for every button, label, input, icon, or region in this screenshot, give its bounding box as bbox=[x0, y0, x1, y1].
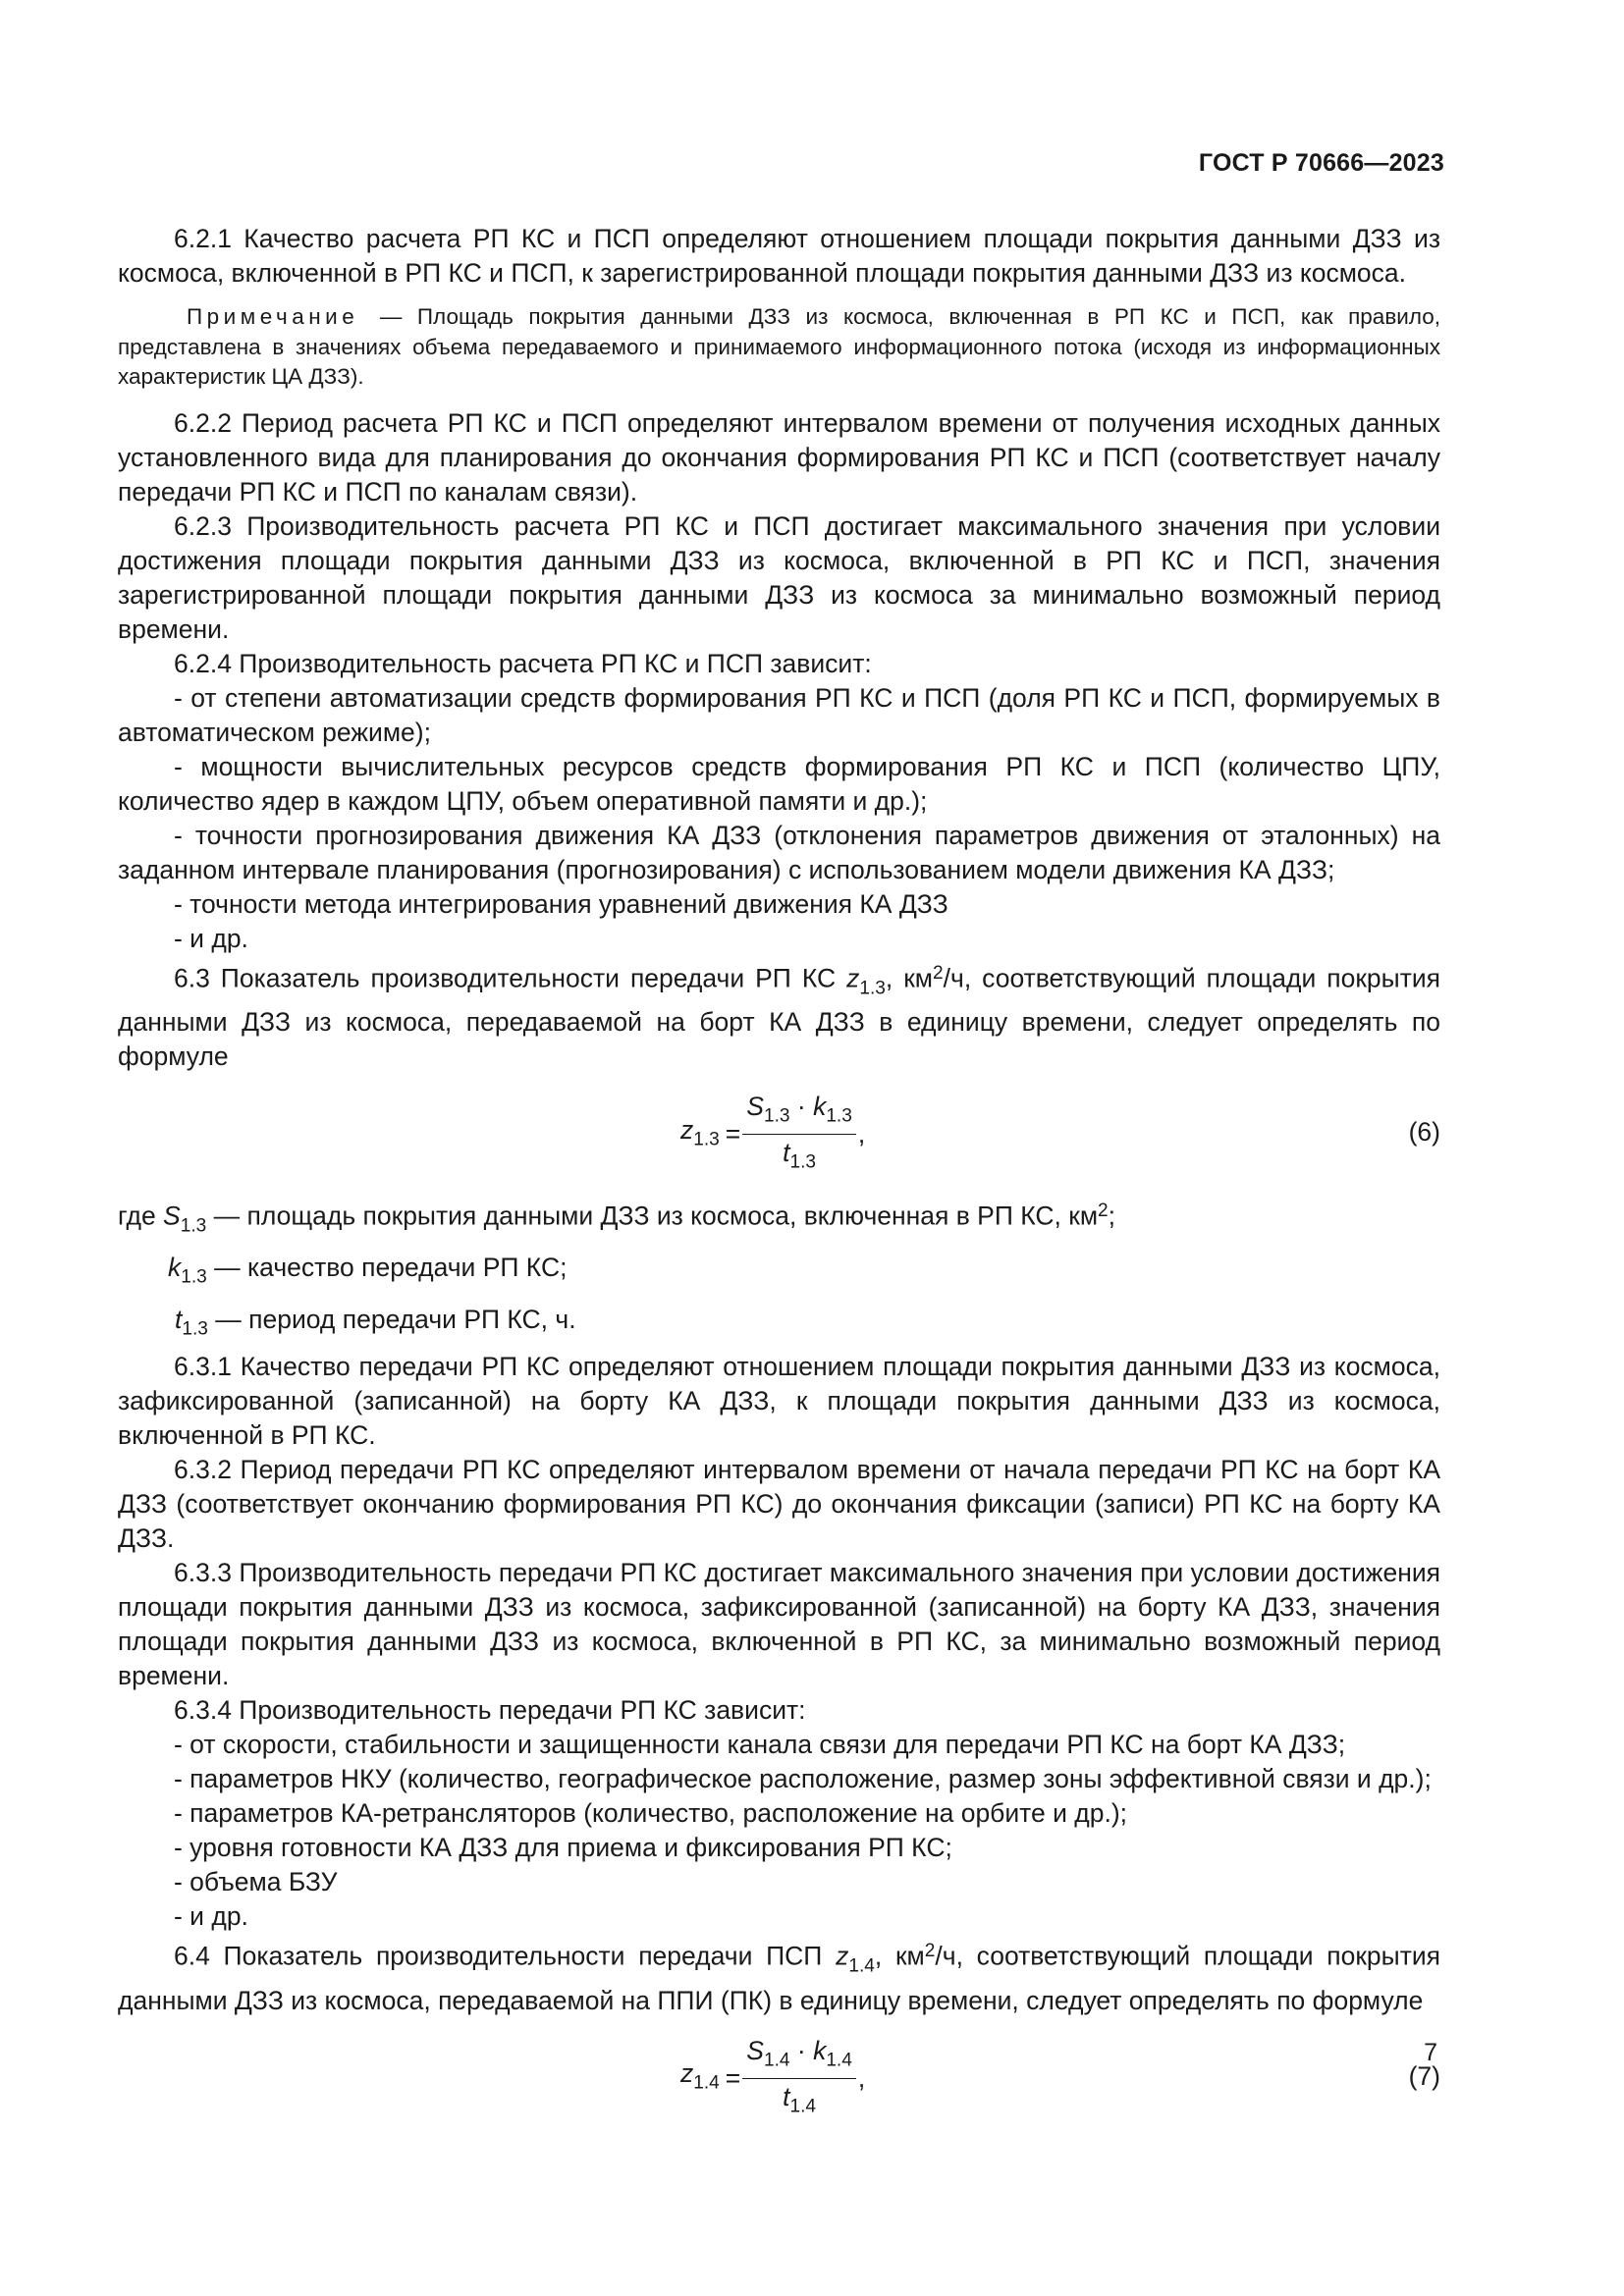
list-item: - мощности вычислительных ресурсов средств формирования РП КС и ПСП (количество ЦПУ, количество ядер в каждом ЦПУ, объем оперативной памяти и др.); bbox=[118, 751, 1440, 816]
fraction-numerator: $S_{1.4} \cdot k_{1.4}$ bbox=[742, 2035, 856, 2080]
paragraph-6-2-4: 6.2.4 Производительность расчета РП КС и ПСП зависит: bbox=[174, 648, 872, 678]
fraction bbox=[742, 2035, 856, 2123]
paragraph-6-3-4: 6.3.4 Производительность передачи РП КС зависит: bbox=[174, 1695, 806, 1726]
paragraph-6-3: 6.3 Показатель производительности передачи РП КС $z_{1.3}$, $км^2/ч$, соответствующий площади покрытия данными ДЗЗ из космоса, передаваемой на борт КА ДЗЗ в единицу времени, следует определять по формуле bbox=[118, 962, 1440, 1071]
formula-lhs: $z_{1.3}$ bbox=[680, 1114, 720, 1150]
paragraph-6-3-1: 6.3.1 Качество передачи РП КС определяют отношением площади покрытия данными ДЗЗ из космоса, зафиксированной (записанной) на борту КА ДЗЗ, к площади покрытия данными ДЗЗ из космоса, включенной в РП КС. bbox=[118, 1352, 1440, 1451]
list-item: - параметров НКУ (количество, географическое расположение, размер зоны эффективной связи и др.); bbox=[174, 1764, 1432, 1794]
fraction-numerator: $S_{1.3} \cdot k_{1.3}$ bbox=[742, 1091, 856, 1136]
fraction-denominator: $t_{1.3}$ bbox=[783, 1138, 816, 1174]
paragraph-6-4: 6.4 Показатель производительности передачи ПСП $z_{1.4}$, $км^2/ч$, соответствующий площади покрытия данными ДЗЗ из космоса, передаваемой на ППИ (ПК) в единицу времени, следует определять по формуле bbox=[118, 1941, 1440, 2015]
equals-sign: = bbox=[725, 1119, 741, 1149]
page-number: 7 bbox=[1424, 2039, 1437, 2066]
definition-k: $k_{1.3}$ — качество передачи РП КС; bbox=[168, 1253, 568, 1288]
paragraph-6-3-3: 6.3.3 Производительность передачи РП КС достигает максимального значения при условии достижения площади покрытия данными ДЗЗ из космоса, зафиксированной (записанной) на борту КА ДЗЗ, значения площади покрытия данными ДЗЗ из космоса, включенной в РП КС, за минимально возможный период времени. bbox=[118, 1558, 1440, 1691]
list-item: - объема БЗУ bbox=[174, 1867, 338, 1897]
note-text: — Площадь покрытия данными ДЗЗ из космоса, включенная в РП КС и ПСП, как правило, представлена в значениях объема передаваемого и принимаемого информационного потока (исходя из информационных характеристик ЦА ДЗЗ). bbox=[118, 304, 1440, 389]
definition-s: где $S_{1.3}$ — площадь покрытия данными ДЗЗ из космоса, включенная в РП КС, $км^2$; bbox=[118, 1200, 1116, 1236]
formula-6: $z_{1.3}$ = $\frac{S_{1.3} \cdot k_{1.3}}{t_{1.3}}$ , (6) bbox=[118, 1083, 1440, 1179]
formula-lhs: $z_{1.4}$ bbox=[680, 2058, 720, 2095]
paragraph-6-2-2: 6.2.2 Период расчета РП КС и ПСП определяют интервалом времени от получения исходных данных установленного вида для планирования до окончания формирования РП КС и ПСП (соответствует началу передачи РП КС и ПСП по каналам связи). bbox=[118, 407, 1440, 507]
list-item: - от скорости, стабильности и защищенности канала связи для передачи РП КС на борт КА ДЗЗ; bbox=[174, 1730, 1346, 1760]
fraction bbox=[742, 1091, 856, 1179]
document-header: ГОСТ Р 70666—2023 bbox=[1198, 149, 1444, 177]
definition-t: $t_{1.3}$ — период передачи РП КС, ч. bbox=[175, 1304, 576, 1340]
list-item: - точности метода интегрирования уравнений движения КА ДЗЗ bbox=[174, 888, 948, 919]
list-item: - уровня готовности КА ДЗЗ для приема и фиксирования РП КС; bbox=[174, 1833, 952, 1863]
note-label: Примечание bbox=[187, 304, 359, 329]
equals-sign: = bbox=[725, 2063, 741, 2094]
formula-7: $z_{1.4}$ = $\frac{S_{1.4} \cdot k_{1.4}}{t_{1.4}}$ , (7) bbox=[118, 2027, 1440, 2123]
list-item: - и др. bbox=[174, 923, 248, 953]
list-item: - и др. bbox=[174, 1901, 248, 1932]
fraction-denominator: $t_{1.4}$ bbox=[783, 2082, 816, 2117]
paragraph-6-3-2: 6.3.2 Период передачи РП КС определяют интервалом времени от начала передачи РП КС на борт КА ДЗЗ (соответствует окончанию формирования РП КС) до окончания фиксации (записи) РП КС на борту КА ДЗЗ. bbox=[118, 1455, 1440, 1554]
formula-number: (7) bbox=[1408, 2060, 1440, 2091]
note bbox=[118, 302, 1440, 393]
document-body bbox=[118, 222, 1440, 2135]
list-item: - точности прогнозирования движения КА ДЗЗ (отклонения параметров движения от эталонных) на заданном интервале планирования (прогнозирования) с использованием модели движения КА ДЗЗ; bbox=[118, 820, 1440, 884]
list-item: - параметров КА-ретрансляторов (количество, расположение на орбите и др.); bbox=[174, 1798, 1128, 1829]
paragraph-6-2-3: 6.2.3 Производительность расчета РП КС и ПСП достигает максимального значения при условии достижения площади покрытия данными ДЗЗ из космоса, включенной в РП КС и ПСП, значения зарегистрированной площади покрытия данными ДЗЗ из космоса за минимально возможный период времени. bbox=[118, 510, 1440, 644]
formula-number: (6) bbox=[1408, 1116, 1440, 1147]
list-item: - от степени автоматизации средств формирования РП КС и ПСП (доля РП КС и ПСП, формируемых в автоматическом режиме); bbox=[118, 682, 1440, 747]
paragraph-6-2-1: 6.2.1 Качество расчета РП КС и ПСП определяют отношением площади покрытия данными ДЗЗ из космоса, включенной в РП КС и ПСП, к зарегистрированной площади покрытия данными ДЗЗ из космоса. bbox=[118, 224, 1440, 288]
